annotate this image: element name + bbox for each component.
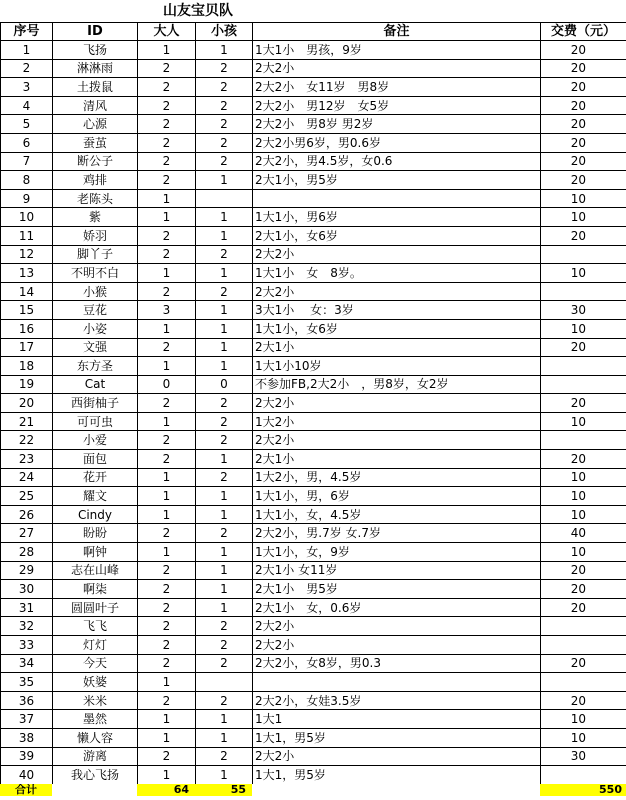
cell-kids[interactable]: 1 [196,357,253,376]
cell-no[interactable]: 19 [1,375,53,394]
table-row [1,747,626,766]
cell-adults[interactable]: 2 [138,96,196,115]
cell-kids[interactable]: 1 [196,505,253,524]
cell-kids[interactable]: 0 [196,375,253,394]
cell-notes[interactable]: 2大1小 女11岁 [253,561,541,580]
cell-id[interactable]: 米米 [53,691,138,710]
table-row [1,543,626,562]
cell-fee[interactable] [541,375,626,394]
cell-notes[interactable]: 2大2小 [253,245,541,264]
cell-adults[interactable]: 1 [138,412,196,431]
cell-no[interactable]: 12 [1,245,53,264]
table-row [1,41,626,60]
cell-fee[interactable]: 10 [541,728,626,747]
cell-id[interactable]: 东方圣 [53,357,138,376]
cell-fee[interactable]: 20 [541,561,626,580]
cell-kids[interactable]: 1 [196,580,253,599]
cell-no[interactable]: 7 [1,152,53,171]
cell-id[interactable]: Cindy [53,505,138,524]
cell-fee[interactable]: 10 [541,412,626,431]
cell-notes[interactable]: 2大2小男6岁，男0.6岁 [253,133,541,152]
cell-no[interactable]: 38 [1,728,53,747]
cell-adults[interactable]: 1 [138,264,196,283]
cell-no[interactable]: 30 [1,580,53,599]
cell-id[interactable]: 今天 [53,654,138,673]
cell-id[interactable]: 墨然 [53,710,138,729]
header-kids[interactable]: 小孩 [196,23,253,41]
table-row [1,96,626,115]
cell-notes[interactable]: 2大1小 女，0.6岁 [253,598,541,617]
header-id[interactable]: ID [53,23,138,41]
cell-kids[interactable]: 2 [196,59,253,78]
cell-id[interactable]: 娇羽 [53,226,138,245]
cell-fee[interactable]: 10 [541,505,626,524]
totals-table [0,784,626,796]
cell-notes[interactable]: 1大1小 男孩，9岁 [253,41,541,60]
cell-notes[interactable]: 2大2小 [253,617,541,636]
cell-no[interactable]: 28 [1,543,53,562]
cell-no[interactable]: 36 [1,691,53,710]
cell-no[interactable]: 21 [1,412,53,431]
cell-adults[interactable]: 1 [138,357,196,376]
cell-id[interactable]: 我心飞扬 [53,766,138,785]
cell-kids[interactable]: 2 [196,524,253,543]
table-row [1,580,626,599]
cell-kids[interactable]: 2 [196,636,253,655]
cell-kids[interactable]: 1 [196,543,253,562]
cell-no[interactable]: 39 [1,747,53,766]
cell-adults[interactable]: 2 [138,394,196,413]
cell-adults[interactable]: 2 [138,747,196,766]
table-row [1,319,626,338]
cell-id[interactable]: 妖婆 [53,673,138,692]
cell-kids[interactable]: 1 [196,208,253,227]
cell-no[interactable]: 29 [1,561,53,580]
cell-fee[interactable]: 20 [541,115,626,134]
cell-id[interactable]: 脚丫子 [53,245,138,264]
cell-kids[interactable] [196,673,253,692]
cell-id[interactable]: 西街柚子 [53,394,138,413]
cell-no[interactable]: 9 [1,189,53,208]
cell-id[interactable]: 心源 [53,115,138,134]
cell-fee[interactable]: 20 [541,152,626,171]
cell-adults[interactable]: 2 [138,133,196,152]
table-row [1,598,626,617]
cell-fee[interactable] [541,617,626,636]
table-row [1,505,626,524]
cell-kids[interactable]: 2 [196,152,253,171]
cell-kids[interactable]: 2 [196,747,253,766]
cell-fee[interactable]: 30 [541,301,626,320]
cell-adults[interactable]: 2 [138,282,196,301]
table-row [1,728,626,747]
cell-adults[interactable]: 1 [138,208,196,227]
table-row [1,617,626,636]
cell-id[interactable]: 鸡排 [53,171,138,190]
header-notes[interactable]: 备注 [253,23,541,41]
cell-fee[interactable]: 20 [541,96,626,115]
cell-id[interactable]: Cat [53,375,138,394]
table-row [1,189,626,208]
table-row [1,691,626,710]
cell-no[interactable]: 11 [1,226,53,245]
cell-adults[interactable]: 1 [138,189,196,208]
cell-notes[interactable]: 2大1小 [253,338,541,357]
cell-adults[interactable]: 2 [138,691,196,710]
cell-fee[interactable]: 20 [541,78,626,97]
cell-fee[interactable]: 20 [541,580,626,599]
cell-fee[interactable]: 20 [541,338,626,357]
cell-adults[interactable]: 1 [138,766,196,785]
table-row [1,636,626,655]
cell-notes[interactable]: 2大2小 [253,747,541,766]
cell-notes[interactable]: 2大2小，男.7岁 女.7岁 [253,524,541,543]
cell-adults[interactable]: 2 [138,636,196,655]
cell-kids[interactable]: 1 [196,171,253,190]
cell-no[interactable]: 27 [1,524,53,543]
cell-no[interactable]: 23 [1,450,53,469]
cell-adults[interactable]: 2 [138,580,196,599]
table-row [1,78,626,97]
cell-no[interactable]: 14 [1,282,53,301]
cell-id[interactable]: 懒人容 [53,728,138,747]
table-row [1,431,626,450]
table-row [1,357,626,376]
cell-id[interactable]: 可可虫 [53,412,138,431]
cell-id[interactable]: 土拨鼠 [53,78,138,97]
table-body [1,41,626,785]
cell-no[interactable]: 22 [1,431,53,450]
cell-kids[interactable]: 1 [196,598,253,617]
cell-id[interactable]: 灯灯 [53,636,138,655]
cell-fee[interactable]: 10 [541,319,626,338]
cell-no[interactable]: 16 [1,319,53,338]
cell-id[interactable]: 花开 [53,468,138,487]
cell-no[interactable]: 24 [1,468,53,487]
cell-no[interactable]: 25 [1,487,53,506]
cell-id[interactable]: 紫 [53,208,138,227]
cell-kids[interactable]: 2 [196,78,253,97]
cell-adults[interactable]: 1 [138,487,196,506]
cell-adults[interactable]: 1 [138,728,196,747]
cell-kids[interactable]: 2 [196,654,253,673]
cell-notes[interactable]: 1大1小 女 8岁。 [253,264,541,283]
cell-no[interactable]: 10 [1,208,53,227]
cell-fee[interactable] [541,357,626,376]
cell-kids[interactable]: 1 [196,487,253,506]
cell-no[interactable]: 2 [1,59,53,78]
table-row [1,171,626,190]
table-row [1,59,626,78]
cell-fee[interactable]: 10 [541,543,626,562]
cell-notes[interactable] [253,673,541,692]
cell-notes[interactable]: 1大1，男5岁 [253,766,541,785]
cell-fee[interactable]: 40 [541,524,626,543]
cell-fee[interactable] [541,245,626,264]
table-row [1,226,626,245]
cell-id[interactable]: 圆圆叶子 [53,598,138,617]
cell-kids[interactable]: 1 [196,561,253,580]
sheet-title-bar [0,0,626,22]
cell-fee[interactable]: 20 [541,41,626,60]
cell-no[interactable]: 18 [1,357,53,376]
totals-fee[interactable]: 550 [540,784,626,796]
cell-adults[interactable]: 2 [138,561,196,580]
cell-notes[interactable]: 1大1小，女，4.5岁 [253,505,541,524]
cell-notes[interactable]: 2大1小，男5岁 [253,171,541,190]
cell-notes[interactable]: 3大1小 女：3岁 [253,301,541,320]
totals-id-cell[interactable] [52,784,137,796]
table-row [1,245,626,264]
cell-no[interactable]: 3 [1,78,53,97]
cell-fee[interactable]: 20 [541,394,626,413]
cell-no[interactable]: 1 [1,41,53,60]
cell-notes[interactable]: 2大2小 男12岁 女5岁 [253,96,541,115]
cell-notes[interactable]: 2大1小 男5岁 [253,580,541,599]
table-row [1,766,626,785]
cell-notes[interactable]: 2大1小，女6岁 [253,226,541,245]
cell-no[interactable]: 40 [1,766,53,785]
table-row [1,710,626,729]
cell-kids[interactable]: 2 [196,115,253,134]
cell-fee[interactable]: 10 [541,264,626,283]
cell-notes[interactable]: 2大2小 [253,431,541,450]
table-row [1,264,626,283]
cell-kids[interactable]: 1 [196,338,253,357]
cell-notes[interactable]: 2大2小 [253,282,541,301]
totals-adults[interactable]: 64 [137,784,195,796]
cell-fee[interactable]: 10 [541,468,626,487]
cell-fee[interactable]: 10 [541,189,626,208]
cell-fee[interactable]: 20 [541,450,626,469]
cell-kids[interactable]: 2 [196,282,253,301]
cell-notes[interactable]: 1大1小，女6岁 [253,319,541,338]
cell-notes[interactable]: 1大1小，男，6岁 [253,487,541,506]
cell-kids[interactable]: 1 [196,766,253,785]
cell-adults[interactable]: 1 [138,505,196,524]
cell-notes[interactable] [253,189,541,208]
team-table [0,22,626,785]
cell-kids[interactable]: 1 [196,226,253,245]
cell-fee[interactable]: 10 [541,710,626,729]
totals-label[interactable]: 合计 [0,784,52,796]
cell-adults[interactable]: 2 [138,617,196,636]
cell-id[interactable]: 清风 [53,96,138,115]
cell-adults[interactable]: 1 [138,673,196,692]
cell-notes[interactable]: 2大2小 [253,394,541,413]
cell-kids[interactable]: 2 [196,412,253,431]
cell-no[interactable]: 8 [1,171,53,190]
table-row [1,115,626,134]
header-fee[interactable]: 交费（元） [541,23,626,41]
cell-adults[interactable]: 1 [138,41,196,60]
cell-kids[interactable]: 2 [196,468,253,487]
cell-kids[interactable]: 2 [196,394,253,413]
cell-kids[interactable]: 2 [196,691,253,710]
table-row [1,673,626,692]
table-row [1,561,626,580]
table-row [1,654,626,673]
cell-id[interactable]: 志在山峰 [53,561,138,580]
cell-no[interactable]: 6 [1,133,53,152]
cell-fee[interactable]: 20 [541,691,626,710]
cell-adults[interactable]: 2 [138,524,196,543]
cell-kids[interactable]: 2 [196,96,253,115]
cell-id[interactable]: 小爱 [53,431,138,450]
cell-adults[interactable]: 2 [138,338,196,357]
cell-no[interactable]: 15 [1,301,53,320]
cell-notes[interactable]: 2大2小，男4.5岁，女0.6 [253,152,541,171]
cell-adults[interactable]: 2 [138,598,196,617]
cell-adults[interactable]: 3 [138,301,196,320]
cell-fee[interactable]: 20 [541,171,626,190]
cell-id[interactable]: 蚕茧 [53,133,138,152]
cell-notes[interactable]: 1大1 [253,710,541,729]
cell-notes[interactable]: 1大2小，男，4.5岁 [253,468,541,487]
header-no[interactable]: 序号 [1,23,53,41]
header-adults[interactable]: 大人 [138,23,196,41]
table-row [1,450,626,469]
cell-no[interactable]: 32 [1,617,53,636]
table-row [1,468,626,487]
table-row [1,394,626,413]
cell-notes[interactable]: 1大2小 [253,412,541,431]
cell-fee[interactable] [541,431,626,450]
cell-adults[interactable]: 2 [138,245,196,264]
totals-kids[interactable]: 55 [195,784,252,796]
cell-fee[interactable]: 20 [541,598,626,617]
table-row [1,133,626,152]
cell-fee[interactable]: 10 [541,487,626,506]
cell-kids[interactable]: 1 [196,710,253,729]
cell-no[interactable]: 20 [1,394,53,413]
table-row [1,375,626,394]
cell-notes[interactable]: 1大1小，男6岁 [253,208,541,227]
table-row [1,487,626,506]
cell-kids[interactable]: 1 [196,728,253,747]
cell-notes[interactable]: 1大1小，女，9岁 [253,543,541,562]
cell-adults[interactable]: 2 [138,171,196,190]
cell-adults[interactable]: 2 [138,115,196,134]
cell-adults[interactable]: 1 [138,543,196,562]
cell-fee[interactable]: 20 [541,59,626,78]
cell-kids[interactable]: 2 [196,431,253,450]
cell-kids[interactable]: 1 [196,301,253,320]
table-row [1,282,626,301]
cell-id[interactable]: 耀文 [53,487,138,506]
table-row [1,208,626,227]
cell-no[interactable]: 34 [1,654,53,673]
table-row [1,412,626,431]
cell-notes[interactable]: 1大1，男5岁 [253,728,541,747]
cell-id[interactable]: 面包 [53,450,138,469]
cell-kids[interactable]: 1 [196,450,253,469]
cell-notes[interactable]: 2大2小，女8岁，男0.3 [253,654,541,673]
cell-id[interactable]: 小猴 [53,282,138,301]
table-row [1,301,626,320]
cell-no[interactable]: 35 [1,673,53,692]
cell-id[interactable]: 文强 [53,338,138,357]
cell-adults[interactable]: 2 [138,226,196,245]
cell-adults[interactable]: 1 [138,468,196,487]
header-row [1,23,626,41]
cell-fee[interactable]: 20 [541,654,626,673]
cell-no[interactable]: 17 [1,338,53,357]
cell-id[interactable]: 老陈头 [53,189,138,208]
cell-notes[interactable]: 1大1小10岁 [253,357,541,376]
cell-no[interactable]: 26 [1,505,53,524]
table-row [1,524,626,543]
cell-adults[interactable]: 2 [138,78,196,97]
cell-notes[interactable]: 2大2小，女娃3.5岁 [253,691,541,710]
cell-notes[interactable]: 不参加FB,2大2小 ，男8岁，女2岁 [253,375,541,394]
cell-id[interactable]: 盼盼 [53,524,138,543]
cell-no[interactable]: 31 [1,598,53,617]
table-row [1,338,626,357]
cell-kids[interactable]: 1 [196,41,253,60]
cell-adults[interactable]: 1 [138,319,196,338]
cell-adults[interactable]: 2 [138,59,196,78]
cell-kids[interactable]: 2 [196,617,253,636]
cell-no[interactable]: 5 [1,115,53,134]
cell-fee[interactable]: 10 [541,208,626,227]
cell-adults[interactable]: 1 [138,710,196,729]
cell-fee[interactable]: 20 [541,133,626,152]
cell-kids[interactable]: 2 [196,245,253,264]
cell-id[interactable]: 啊柒 [53,580,138,599]
cell-notes[interactable]: 2大2小 女11岁 男8岁 [253,78,541,97]
cell-notes[interactable]: 2大2小 [253,59,541,78]
cell-fee[interactable] [541,673,626,692]
cell-adults[interactable]: 2 [138,654,196,673]
table-row [1,152,626,171]
cell-no[interactable]: 13 [1,264,53,283]
cell-adults[interactable]: 2 [138,431,196,450]
sheet-title: 山友宝贝队 [163,3,233,19]
cell-id[interactable]: 小姿 [53,319,138,338]
cell-id[interactable]: 啊钟 [53,543,138,562]
cell-notes[interactable]: 2大2小 男8岁 男2岁 [253,115,541,134]
cell-notes[interactable]: 2大2小 [253,636,541,655]
cell-fee[interactable]: 30 [541,747,626,766]
cell-id[interactable]: 豆花 [53,301,138,320]
cell-kids[interactable]: 2 [196,133,253,152]
cell-id[interactable]: 不明不白 [53,264,138,283]
cell-id[interactable]: 淋淋雨 [53,59,138,78]
cell-fee[interactable]: 20 [541,226,626,245]
cell-fee[interactable] [541,636,626,655]
cell-no[interactable]: 33 [1,636,53,655]
cell-kids[interactable]: 1 [196,319,253,338]
cell-kids[interactable] [196,189,253,208]
cell-id[interactable]: 飞扬 [53,41,138,60]
cell-adults[interactable]: 2 [138,450,196,469]
cell-id[interactable]: 飞飞 [53,617,138,636]
cell-adults[interactable]: 2 [138,152,196,171]
cell-id[interactable]: 断公子 [53,152,138,171]
cell-adults[interactable]: 0 [138,375,196,394]
cell-no[interactable]: 4 [1,96,53,115]
totals-row [0,784,626,796]
cell-notes[interactable]: 2大1小 [253,450,541,469]
cell-id[interactable]: 游离 [53,747,138,766]
totals-notes-cell[interactable] [252,784,540,796]
cell-fee[interactable] [541,282,626,301]
cell-fee[interactable] [541,766,626,785]
cell-no[interactable]: 37 [1,710,53,729]
cell-kids[interactable]: 1 [196,264,253,283]
